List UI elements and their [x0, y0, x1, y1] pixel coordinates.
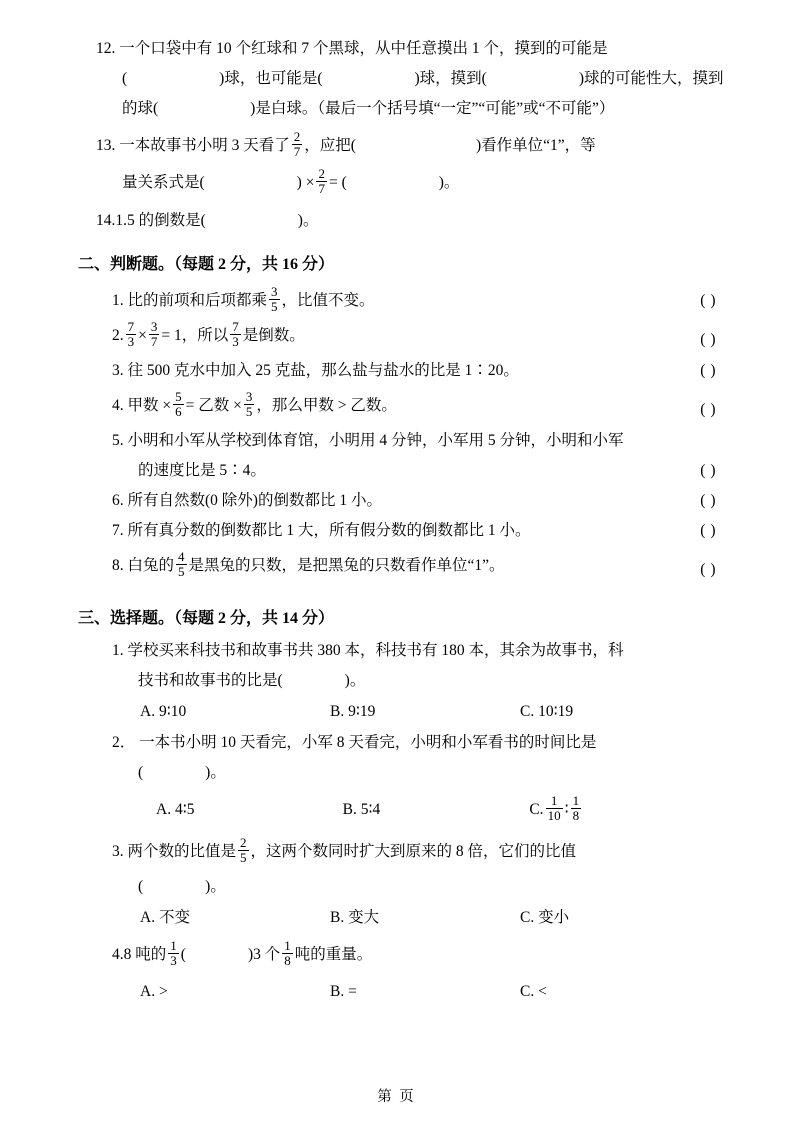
- question-12-text-3b: )是白球。（最后一个括号填“一定”“可能”或“不可能”）: [250, 100, 615, 117]
- tf-answer-paren[interactable]: ( ): [700, 331, 716, 348]
- mc-item-1-text-2a: 技书和故事书的比是(: [138, 672, 283, 689]
- fraction-1-10: $\frac{1}{10}$: [547, 793, 561, 823]
- tf-answer-paren[interactable]: ( ): [700, 362, 716, 379]
- fraction-3-7: $\frac{3}{7}$: [150, 319, 158, 349]
- fraction-2-5: $\frac{2}{5}$: [240, 835, 247, 865]
- mc-item-1-option-a[interactable]: A. 9∶10: [140, 703, 187, 720]
- mc-item-4-text-1d: 吨的重量。: [294, 946, 373, 963]
- question-13-text-1b: ，应把(: [304, 137, 356, 154]
- fraction-2-7: $\frac{2}{7}$: [318, 166, 325, 196]
- tf-item-4-text-c: ，那么甲数 > 乙数。: [256, 397, 397, 414]
- question-14-line-1: [96, 206, 716, 236]
- page-content: [78, 30, 724, 1008]
- mc-item-3-line-2: [96, 872, 716, 902]
- mc-item-2-line-1: [96, 728, 716, 758]
- mc-item-1-line-1: [96, 636, 716, 666]
- tf-item-7-text: 所有真分数的倒数都比 1 大，所有假分数的倒数都比 1 小。: [127, 522, 531, 539]
- tf-item-7-number: 7.: [112, 522, 124, 539]
- tf-item-4-text-b: = 乙数 ×: [185, 397, 242, 414]
- tf-item-6-number: 6.: [112, 492, 124, 509]
- tf-item-8-text-b: 是黑兔的只数，是把黑兔的只数看作单位“1”。: [188, 557, 505, 574]
- tf-item-1-text-b: ，比值不变。: [281, 292, 375, 309]
- fraction-2-7: $\frac{2}{7}$: [293, 129, 301, 159]
- tf-item-1-text-a: 比的前项和后项都乘: [127, 292, 268, 309]
- mc-item-1-text-1: 学校买来科技书和故事书共 380 本，科技书有 180 本，其余为故事书，科: [127, 642, 624, 659]
- mc-item-2-option-c-mid: ∶: [564, 801, 569, 818]
- tf-item-8-text-a: 白兔的: [127, 557, 175, 574]
- question-12-number: 12.: [96, 40, 116, 57]
- tf-item-2-text-c: 是倒数。: [242, 327, 305, 344]
- tf-item-5-text-a: 小明和小军从学校到体育馆，小明用 4 分钟，小军用 5 分钟，小明和小军: [127, 432, 624, 449]
- mc-item-3-text-2a: (: [138, 878, 144, 895]
- tf-answer-paren[interactable]: ( ): [700, 462, 716, 479]
- tf-item-4: [96, 386, 716, 426]
- mc-item-1-option-b[interactable]: B. 9∶19: [330, 703, 376, 720]
- tf-item-3: [96, 356, 716, 386]
- mc-item-2-line-2: [96, 758, 716, 788]
- mc-item-2-option-c-prefix: C.: [529, 801, 544, 818]
- mc-item-4-option-b[interactable]: B. =: [330, 983, 357, 1000]
- mc-item-3-option-c[interactable]: C. 变小: [520, 909, 570, 926]
- tf-item-5-number: 5.: [112, 432, 124, 449]
- mc-item-1-number: 1.: [112, 642, 124, 659]
- fraction-3-5: $\frac{3}{5}$: [271, 284, 278, 314]
- fraction-7-3: $\frac{7}{3}$: [232, 319, 239, 349]
- mc-item-2-text-2b: )。: [205, 764, 226, 781]
- mc-item-3-number: 3.: [112, 843, 124, 860]
- mc-item-3-option-a[interactable]: A. 不变: [140, 909, 190, 926]
- mc-item-1-text-2b: )。: [344, 672, 366, 689]
- section-heading-multiple-choice: 三、选择题。（每题 2 分，共 14 分）: [78, 610, 335, 627]
- tf-item-2-text-a: ×: [138, 327, 147, 344]
- mc-item-1-line-2: [96, 666, 716, 696]
- tf-item-8: [96, 546, 716, 586]
- tf-item-2: [96, 316, 716, 356]
- question-13-text-1a: 一本故事书小明 3 天看了: [119, 137, 290, 154]
- fraction-5-6: $\frac{5}{6}$: [175, 389, 182, 419]
- tf-item-4-text-a: 甲数 ×: [127, 397, 172, 414]
- question-12-text-1: 一个口袋中有 10 个红球和 7 个黑球，从中任意摸出 1 个，摸到的可能是: [119, 40, 608, 57]
- mc-item-4-line-1: [96, 934, 716, 976]
- fraction-1-8: $\frac{1}{8}$: [572, 793, 580, 823]
- mc-item-2-options: [96, 788, 716, 832]
- mc-item-2-option-c[interactable]: [529, 788, 716, 832]
- tf-answer-paren[interactable]: ( ): [700, 401, 716, 418]
- mc-item-4-text-1b: (: [180, 946, 186, 963]
- question-12-text-2b: )球，也可能是(: [219, 70, 323, 87]
- fraction-1-8: $\frac{1}{8}$: [284, 938, 291, 968]
- fraction-7-3: $\frac{7}{3}$: [127, 319, 135, 349]
- question-13-text-2b: ) ×: [296, 174, 315, 191]
- tf-item-2-number: 2.: [112, 327, 124, 344]
- tf-item-5-text-b: 的速度比是 5∶4。: [138, 462, 266, 479]
- question-13-text-2d: )。: [438, 174, 460, 191]
- mc-item-3-line-1: [96, 832, 716, 872]
- tf-answer-paren[interactable]: ( ): [700, 522, 716, 539]
- question-12-text-2a: (: [122, 70, 128, 87]
- tf-item-1-number: 1.: [112, 292, 124, 309]
- question-12-text-2d: )球的可能性大，摸到: [578, 70, 724, 87]
- mc-item-2-text-2a: (: [138, 764, 144, 781]
- mc-item-4-text-1c: )3 个: [247, 946, 281, 963]
- mc-item-4-option-a[interactable]: A. >: [140, 983, 168, 1000]
- mc-item-3-text-1b: ，这两个数同时扩大到原来的 8 倍，它们的比值: [250, 843, 577, 860]
- mc-item-4-number: 4.: [112, 946, 124, 963]
- tf-item-3-text: 往 500 克水中加入 25 克盐，那么盐与盐水的比是 1∶20。: [127, 362, 519, 379]
- tf-item-6-text: 所有自然数(0 除外)的倒数都比 1 小。: [127, 492, 382, 509]
- tf-item-4-number: 4.: [112, 397, 124, 414]
- question-13-number: 13.: [96, 137, 116, 154]
- question-14-number: 14.: [96, 212, 116, 229]
- tf-item-6: [96, 486, 716, 516]
- mc-item-4-option-c[interactable]: C. <: [520, 983, 547, 1000]
- tf-answer-paren[interactable]: ( ): [700, 292, 716, 309]
- tf-item-8-number: 8.: [112, 557, 124, 574]
- question-12-line-3: [96, 94, 716, 124]
- mc-item-1-options: [96, 696, 716, 728]
- question-14-text-1a: 1.5 的倒数是(: [115, 212, 206, 229]
- question-12-text-2c: )球，摸到(: [414, 70, 487, 87]
- tf-item-1: [96, 286, 716, 316]
- tf-item-2-text-b: = 1，所以: [161, 327, 229, 344]
- mc-item-1-option-c[interactable]: C. 10∶19: [520, 703, 574, 720]
- question-12-text-3a: 的球(: [122, 100, 159, 117]
- question-13-line-2: [96, 164, 716, 202]
- section-heading-true-false: 二、判断题。（每题 2 分，共 16 分）: [78, 256, 335, 273]
- tf-item-3-number: 3.: [112, 362, 124, 379]
- fraction-1-3: $\frac{1}{3}$: [170, 938, 177, 968]
- tf-answer-paren[interactable]: ( ): [700, 561, 716, 578]
- mc-item-3-options: [96, 902, 716, 934]
- mc-item-2-option-a[interactable]: A. 4∶5: [156, 801, 195, 818]
- question-13-line-1: [96, 128, 716, 164]
- tf-answer-paren[interactable]: ( ): [700, 492, 716, 509]
- fraction-3-5: $\frac{3}{5}$: [245, 389, 253, 419]
- mc-item-2-option-b[interactable]: B. 5∶4: [342, 801, 381, 818]
- tf-item-5-line-1: [96, 426, 716, 456]
- tf-item-5-line-2: [96, 456, 716, 486]
- mc-item-2-number: 2．: [112, 734, 136, 751]
- mc-item-3-option-b[interactable]: B. 变大: [330, 909, 380, 926]
- question-13-text-1c: )看作单位“1”，等: [475, 137, 596, 154]
- page-footer: 第 页: [377, 1089, 416, 1105]
- question-12-line-1: [96, 34, 716, 64]
- question-13-text-2c: = (: [328, 174, 347, 191]
- question-13-text-2a: 量关系式是(: [122, 174, 205, 191]
- fraction-4-5: $\frac{4}{5}$: [178, 549, 185, 579]
- mc-item-2-text-1: 一本书小明 10 天看完，小军 8 天看完，小明和小军看书的时间比是: [139, 734, 597, 751]
- tf-item-7: [96, 516, 716, 546]
- question-14-text-1b: )。: [297, 212, 319, 229]
- mc-item-3-text-1a: 两个数的比值是: [127, 843, 237, 860]
- mc-item-4-options: [96, 976, 716, 1008]
- question-12-line-2: [96, 64, 724, 94]
- mc-item-4-text-1a: 8 吨的: [123, 946, 167, 963]
- mc-item-3-text-2b: )。: [205, 878, 226, 895]
